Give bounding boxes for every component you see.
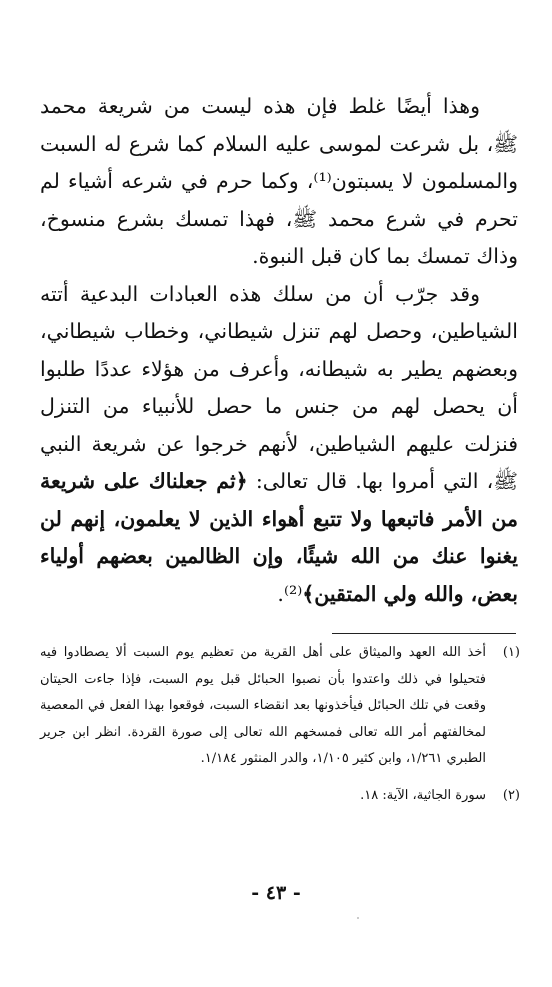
footnote-text: أخذ الله العهد والميثاق على أهل القرية من تعظيم يوم السبت ألا يصطادوا فيه فتحيلوا في ذلك واعتدوا بأن نصبوا الحبائل قبل يوم السبت، فإذا جاءت الحيتان وقعت في تلك الحبائل فيأخذونها بعد انقضاء السبت، فوقعوا بهذا الفعل في المعصية لمخالفتهم أمر الله تعالى فمسخهم الله تعالى إلى صورة القردة. انظر ابن جرير الطبري ١/٢٦١، وابن كثير ١/١٠٥، والدر المنثور ١/١٨٤. [40,645,486,766]
paragraph-2-text: وقد جرّب أن من سلك هذه العبادات البدعية أتته الشياطين، وحصل لهم تنزل شيطاني، وخطاب شيطاني، وبعضهم يطير به شيطانه، وأعرف من هؤلاء عددًا طلبوا أن يحصل لهم من جنس ما حصل للأنبياء من التنزل فنزلت عليهم الشياطين، لأنهم خرجوا عن شريعة النبي ﷺ، التي أمروا بها. قال تعالى: [40,281,518,493]
footnote-2 [40,783,520,810]
footnote-number: (٢) [502,787,520,803]
quran-verse: ﴿ثم جعلناك على شريعة من الأمر فاتبعها ولا تتبع أهواء الذين لا يعلمون، إنهم لن يغنوا عنك من الله شيئًا، وإن الظالمين بعضهم أولياء بعض، والله ولي المتقين﴾ [40,469,518,606]
paper-speck [357,917,359,919]
footnote-1 [40,640,520,773]
footnote-text: سورة الجاثية، الآية: ١٨. [360,787,486,803]
footnote-number: (١) [502,645,520,660]
main-text [40,88,518,613]
paragraph-2 [40,276,518,614]
page-number: - ٤٣ - [251,882,301,904]
footnotes [40,640,520,809]
footnote-separator [332,633,516,634]
footnote-ref-2: ⁽²⁾. [277,581,303,606]
paragraph-1: وهذا أيضًا غلط فإن هذه ليست من شريعة محمد ﷺ، بل شرعت لموسى عليه السلام كما شرع له السبت والمسلمون لا يسبتون⁽¹⁾، وكما حرم في شرعه أشياء لم تحرم في شرع محمد ﷺ، فهذا تمسك بشرع منسوخ، وذاك تمسك بما كان قبل النبوة. [40,94,518,268]
